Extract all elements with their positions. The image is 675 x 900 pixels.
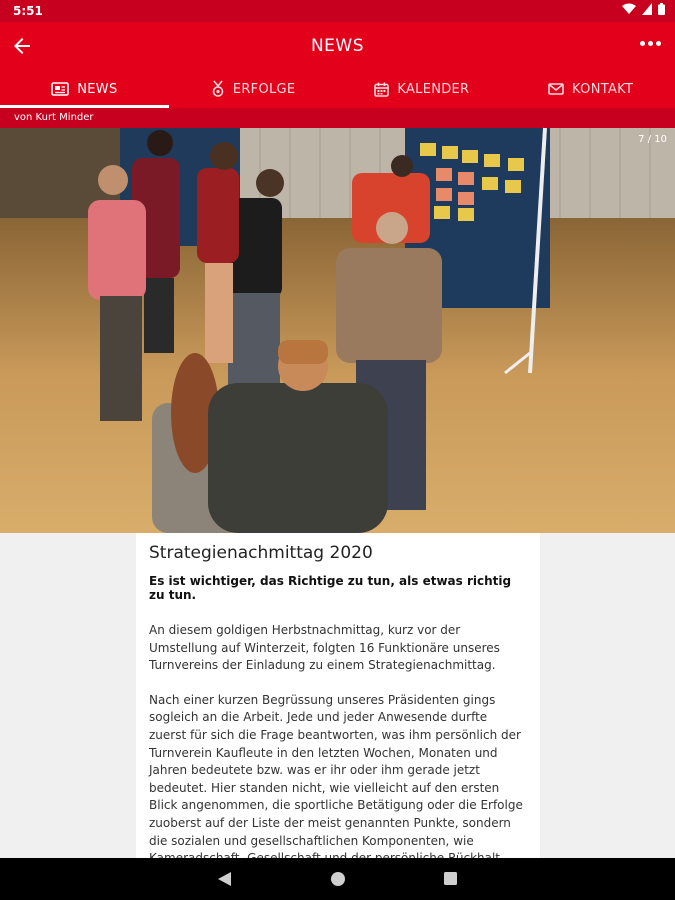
signal-icon (642, 3, 652, 15)
calendar-icon (374, 82, 389, 97)
tab-news[interactable] (0, 70, 169, 108)
article-card (136, 533, 540, 858)
tab-kontakt[interactable] (506, 70, 675, 108)
status-icons (622, 3, 665, 15)
status-bar (0, 0, 675, 22)
battery-icon (658, 3, 665, 15)
newspaper-icon (51, 82, 69, 96)
tab-news-label: NEWS (77, 81, 118, 97)
mail-icon (548, 83, 564, 95)
nav-recents-icon[interactable] (443, 871, 458, 886)
page-title: NEWS (310, 36, 365, 56)
article-title: Strategienachmittag 2020 (149, 543, 373, 563)
tab-bar (0, 70, 675, 108)
article-paragraph: An diesem goldigen Herbstnachmittag, kurz vor der Umstellung auf Winterzeit, folgten 16 Funktionäre unseres Turnvereins der Einladung zu einem Strategienachmittag. (149, 623, 500, 673)
author-strip (0, 108, 675, 128)
gallery-photo[interactable] (0, 128, 675, 533)
tab-kontakt-label: KONTAKT (572, 81, 634, 97)
gallery-counter: 7 / 10 (638, 134, 667, 145)
wifi-icon (622, 3, 636, 15)
app-bar (0, 22, 675, 70)
tab-erfolge[interactable] (169, 70, 338, 108)
tab-kalender[interactable] (338, 70, 507, 108)
article-paragraph: Nach einer kurzen Begrüssung unseres Präsidenten gings sogleich an die Arbeit. Jede und jeder Anwesende durfte zuerst für sich die Frage beantworten, was ihm persönlich der Turnverein Kaufleute in den letzten Wochen, Monaten und Jahren bedeutete bzw. was er ihr oder ihm gerade jetzt bedeutet. Hier standen nicht, wie vielleicht auf den ersten Blick angenommen, die sportliche Betätigung oder die Erfolge zuoberst auf der Liste der meist genannten Punkte, sondern die sozialen und gesellschaftlichen Komponenten, wie (149, 692, 523, 848)
more-horizontal-icon[interactable] (640, 41, 661, 46)
tab-erfolge-label: ERFOLGE (232, 81, 296, 97)
nav-home-icon[interactable] (330, 871, 346, 887)
tab-kalender-label: KALENDER (397, 81, 470, 97)
photo-illustration (0, 128, 675, 533)
author-name: von Kurt Minder (14, 112, 94, 123)
status-time: 5:51 (13, 4, 43, 18)
article-lead: Es ist wichtiger, das Richtige zu tun, als etwas richtig zu tun. (149, 574, 512, 602)
nav-back-icon[interactable] (217, 871, 232, 887)
medal-icon (211, 81, 225, 97)
system-nav-bar (0, 858, 675, 900)
